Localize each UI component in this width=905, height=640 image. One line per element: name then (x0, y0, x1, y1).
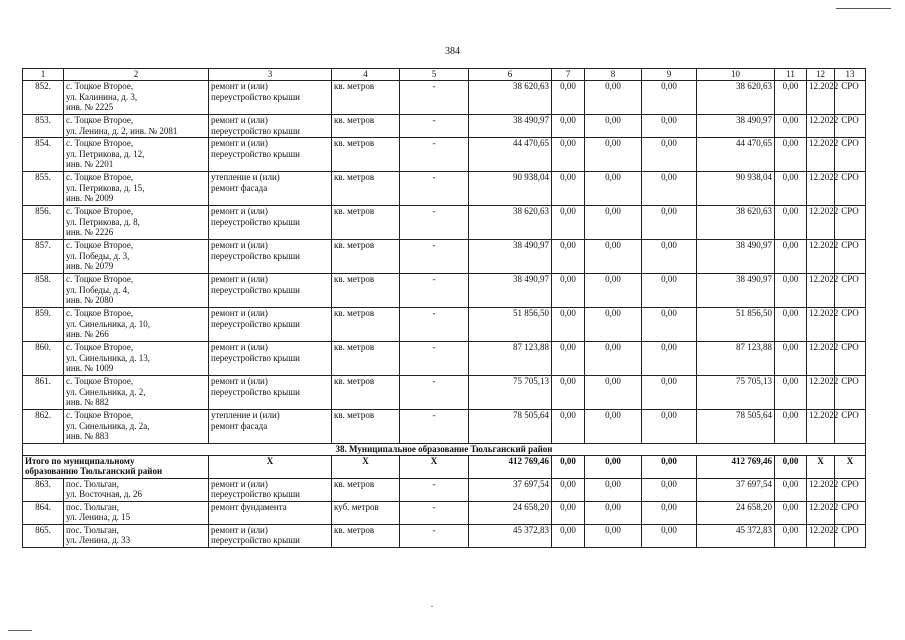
work-type-cell-line: переустройство крыши (211, 535, 300, 546)
total-c3: X (209, 455, 332, 478)
work-type-cell-line: переустройство крыши (211, 250, 300, 261)
col11-cell: 0,00 (775, 172, 807, 206)
method-cell: СРО (835, 81, 866, 115)
address-cell (64, 138, 209, 172)
method-cell: СРО (835, 410, 866, 444)
col8-cell: 0,00 (585, 308, 642, 342)
col9-cell: 0,00 (642, 410, 697, 444)
work-type-cell (209, 376, 332, 410)
cost-total-cell: 37 697,54 (469, 478, 552, 501)
table-row (23, 410, 866, 444)
row-number: 865. (23, 524, 64, 547)
table-row (23, 501, 866, 524)
work-type-cell-line: ремонт фундамента (211, 501, 287, 512)
work-type-cell-line: переустройство крыши (211, 91, 300, 102)
total-row (23, 455, 866, 478)
deadline-cell: 12.2022 (807, 308, 835, 342)
method-cell: СРО (835, 274, 866, 308)
total-c5: X (400, 455, 469, 478)
address-cell-line: ул. Победы, д. 4, (66, 284, 130, 295)
address-cell-line: с. Тоцкое Второе, (66, 206, 134, 216)
col7-cell: 0,00 (552, 81, 585, 115)
col7-cell: 0,00 (552, 138, 585, 172)
work-type-cell-line: утепление и (или) (211, 172, 280, 182)
address-cell-line: инв. № 2079 (66, 261, 114, 272)
method-cell: СРО (835, 240, 866, 274)
column-header-4: 4 (332, 69, 400, 81)
cost-fund-cell: 78 505,64 (697, 410, 775, 444)
row-number: 860. (23, 342, 64, 376)
total-label-line: образованию Тюльганский район (25, 466, 163, 477)
cost-total-cell: 45 372,83 (469, 524, 552, 547)
row-number: 862. (23, 410, 64, 444)
column-header-11: 11 (775, 69, 807, 81)
work-type-cell-line: ремонт и (или) (211, 81, 268, 91)
col8-cell: 0,00 (585, 342, 642, 376)
address-cell-line: ул. Петрикова, д. 15, (66, 182, 145, 193)
col9-cell: 0,00 (642, 501, 697, 524)
address-cell (64, 410, 209, 444)
column-header-3: 3 (209, 69, 332, 81)
address-cell-line: ул. Победы, д. 3, (66, 250, 130, 261)
work-type-cell-line: переустройство крыши (211, 284, 300, 295)
col11-cell: 0,00 (775, 274, 807, 308)
address-cell (64, 524, 209, 547)
deadline-cell: 12.2022 (807, 501, 835, 524)
col9-cell: 0,00 (642, 524, 697, 547)
work-type-cell-line: переустройство крыши (211, 352, 300, 363)
col5-cell: - (400, 274, 469, 308)
unit-cell: кв. метров (332, 376, 400, 410)
total-c11: 0,00 (775, 455, 807, 478)
table-row (23, 81, 866, 115)
cost-fund-cell: 87 123,88 (697, 342, 775, 376)
row-number: 856. (23, 206, 64, 240)
col9-cell: 0,00 (642, 240, 697, 274)
work-type-cell-line: переустройство крыши (211, 386, 300, 397)
cost-total-cell: 87 123,88 (469, 342, 552, 376)
address-cell-line: с. Тоцкое Второе, (66, 342, 134, 352)
work-type-cell (209, 138, 332, 172)
col5-cell: - (400, 478, 469, 501)
cost-total-cell: 38 490,97 (469, 240, 552, 274)
cost-total-cell: 90 938,04 (469, 172, 552, 206)
col8-cell: 0,00 (585, 240, 642, 274)
address-cell-line: ул. Синельника, д. 2, (66, 386, 146, 397)
table-row (23, 376, 866, 410)
work-type-cell-line: переустройство крыши (211, 216, 300, 227)
address-cell (64, 206, 209, 240)
total-c7: 0,00 (552, 455, 585, 478)
cost-total-cell: 44 470,65 (469, 138, 552, 172)
address-cell-line: ул. Ленина, д. 2, инв. № 2081 (66, 125, 178, 136)
cost-fund-cell: 38 620,63 (697, 81, 775, 115)
total-c12: X (807, 455, 835, 478)
deadline-cell: 12.2022 (807, 342, 835, 376)
cost-total-cell: 51 856,50 (469, 308, 552, 342)
col9-cell: 0,00 (642, 308, 697, 342)
work-type-cell (209, 172, 332, 206)
row-number: 854. (23, 138, 64, 172)
col11-cell: 0,00 (775, 81, 807, 115)
col5-cell: - (400, 410, 469, 444)
col7-cell: 0,00 (552, 274, 585, 308)
row-number: 857. (23, 240, 64, 274)
work-type-cell-line: переустройство крыши (211, 489, 300, 500)
address-cell-line: с. Тоцкое Второе, (66, 410, 134, 420)
col5-cell: - (400, 524, 469, 547)
method-cell: СРО (835, 501, 866, 524)
cost-fund-cell: 75 705,13 (697, 376, 775, 410)
work-type-cell (209, 410, 332, 444)
deadline-cell: 12.2022 (807, 115, 835, 138)
work-type-cell-line: ремонт и (или) (211, 240, 268, 250)
work-type-cell (209, 240, 332, 274)
cost-total-cell: 38 620,63 (469, 206, 552, 240)
address-cell-line: инв. № 882 (66, 397, 109, 408)
column-header-row (23, 69, 866, 81)
col11-cell: 0,00 (775, 410, 807, 444)
work-type-cell (209, 524, 332, 547)
col11-cell: 0,00 (775, 308, 807, 342)
cost-fund-cell: 37 697,54 (697, 478, 775, 501)
total-c10: 412 769,46 (697, 455, 775, 478)
address-cell-line: пос. Тюльган, (66, 524, 119, 535)
col8-cell: 0,00 (585, 501, 642, 524)
col9-cell: 0,00 (642, 478, 697, 501)
method-cell: СРО (835, 478, 866, 501)
cost-total-cell: 24 658,20 (469, 501, 552, 524)
address-cell-line: инв. № 2080 (66, 295, 114, 306)
address-cell (64, 274, 209, 308)
address-cell-line: инв. № 2009 (66, 193, 114, 204)
address-cell-line: ул. Ленина, д. 33 (66, 535, 131, 546)
unit-cell: куб. метров (332, 501, 400, 524)
header-rule (836, 8, 891, 9)
column-header-5: 5 (400, 69, 469, 81)
address-cell-line: инв. № 2225 (66, 102, 114, 113)
work-type-cell-line: переустройство крыши (211, 148, 300, 159)
deadline-cell: 12.2022 (807, 138, 835, 172)
address-cell (64, 342, 209, 376)
row-number: 864. (23, 501, 64, 524)
col11-cell: 0,00 (775, 240, 807, 274)
row-number: 858. (23, 274, 64, 308)
cost-fund-cell: 38 490,97 (697, 240, 775, 274)
col9-cell: 0,00 (642, 172, 697, 206)
address-cell-line: инв. № 1009 (66, 363, 114, 374)
col7-cell: 0,00 (552, 308, 585, 342)
col7-cell: 0,00 (552, 410, 585, 444)
cost-total-cell: 38 620,63 (469, 81, 552, 115)
column-header-9: 9 (642, 69, 697, 81)
address-cell-line: пос. Тюльган, (66, 478, 119, 489)
deadline-cell: 12.2022 (807, 524, 835, 547)
column-header-1: 1 (23, 69, 64, 81)
work-type-cell-line: переустройство крыши (211, 125, 300, 136)
col8-cell: 0,00 (585, 478, 642, 501)
work-type-cell-line: ремонт и (или) (211, 376, 268, 386)
cost-fund-cell: 38 490,97 (697, 115, 775, 138)
col8-cell: 0,00 (585, 524, 642, 547)
row-number: 855. (23, 172, 64, 206)
col8-cell: 0,00 (585, 81, 642, 115)
address-cell-line: ул. Восточная, д. 26 (66, 489, 142, 500)
work-type-cell-line: переустройство крыши (211, 318, 300, 329)
col8-cell: 0,00 (585, 138, 642, 172)
unit-cell: кв. метров (332, 274, 400, 308)
col7-cell: 0,00 (552, 376, 585, 410)
col11-cell: 0,00 (775, 376, 807, 410)
address-cell (64, 308, 209, 342)
address-cell-line: ул. Калинина, д. 3, (66, 91, 138, 102)
address-cell-line: с. Тоцкое Второе, (66, 274, 134, 284)
col9-cell: 0,00 (642, 138, 697, 172)
col7-cell: 0,00 (552, 240, 585, 274)
column-header-2: 2 (64, 69, 209, 81)
col8-cell: 0,00 (585, 410, 642, 444)
table-row (23, 115, 866, 138)
unit-cell: кв. метров (332, 342, 400, 376)
address-cell-line: инв. № 266 (66, 329, 109, 340)
address-cell-line: с. Тоцкое Второе, (66, 138, 134, 148)
address-cell-line: с. Тоцкое Второе, (66, 376, 134, 386)
method-cell: СРО (835, 206, 866, 240)
address-cell-line: с. Тоцкое Второе, (66, 308, 134, 318)
col7-cell: 0,00 (552, 524, 585, 547)
deadline-cell: 12.2022 (807, 81, 835, 115)
work-type-cell (209, 206, 332, 240)
table-row (23, 274, 866, 308)
row-number: 852. (23, 81, 64, 115)
cost-fund-cell: 38 620,63 (697, 206, 775, 240)
total-c6: 412 769,46 (469, 455, 552, 478)
col7-cell: 0,00 (552, 501, 585, 524)
col8-cell: 0,00 (585, 376, 642, 410)
table-row (23, 478, 866, 501)
method-cell: СРО (835, 172, 866, 206)
address-cell-line: инв. № 2201 (66, 159, 114, 170)
col5-cell: - (400, 501, 469, 524)
table-row (23, 172, 866, 206)
col7-cell: 0,00 (552, 342, 585, 376)
unit-cell: кв. метров (332, 478, 400, 501)
col7-cell: 0,00 (552, 206, 585, 240)
unit-cell: кв. метров (332, 524, 400, 547)
address-cell-line: ул. Ленина, д. 15 (66, 512, 131, 523)
address-cell (64, 376, 209, 410)
work-type-cell (209, 478, 332, 501)
work-type-cell (209, 115, 332, 138)
unit-cell: кв. метров (332, 138, 400, 172)
col8-cell: 0,00 (585, 206, 642, 240)
work-type-cell (209, 501, 332, 524)
unit-cell: кв. метров (332, 410, 400, 444)
work-type-cell-line: ремонт и (или) (211, 274, 268, 284)
method-cell: СРО (835, 342, 866, 376)
deadline-cell: 12.2022 (807, 376, 835, 410)
section-title: 38. Муниципальное образование Тюльганский район (23, 444, 866, 456)
col5-cell: - (400, 308, 469, 342)
cost-total-cell: 78 505,64 (469, 410, 552, 444)
work-type-cell (209, 342, 332, 376)
cost-total-cell: 38 490,97 (469, 115, 552, 138)
table-row (23, 342, 866, 376)
work-type-cell (209, 274, 332, 308)
col5-cell: - (400, 81, 469, 115)
col8-cell: 0,00 (585, 172, 642, 206)
address-cell-line: с. Тоцкое Второе, (66, 240, 134, 250)
cost-fund-cell: 51 856,50 (697, 308, 775, 342)
total-c9: 0,00 (642, 455, 697, 478)
address-cell (64, 501, 209, 524)
col5-cell: - (400, 342, 469, 376)
work-type-cell-line: ремонт и (или) (211, 115, 268, 125)
col11-cell: 0,00 (775, 342, 807, 376)
col9-cell: 0,00 (642, 376, 697, 410)
col9-cell: 0,00 (642, 342, 697, 376)
work-type-cell-line: ремонт и (или) (211, 138, 268, 148)
column-header-8: 8 (585, 69, 642, 81)
method-cell: СРО (835, 115, 866, 138)
col9-cell: 0,00 (642, 115, 697, 138)
work-type-cell-line: ремонт фасада (211, 182, 268, 193)
work-type-cell (209, 81, 332, 115)
table-row (23, 240, 866, 274)
table-row (23, 524, 866, 547)
address-cell-line: ул. Синельника, д. 13, (66, 352, 151, 363)
row-number: 861. (23, 376, 64, 410)
total-label-line: Итого по муниципальному (25, 455, 135, 466)
unit-cell: кв. метров (332, 172, 400, 206)
column-header-10: 10 (697, 69, 775, 81)
col7-cell: 0,00 (552, 172, 585, 206)
method-cell: СРО (835, 138, 866, 172)
deadline-cell: 12.2022 (807, 206, 835, 240)
col7-cell: 0,00 (552, 478, 585, 501)
cost-fund-cell: 45 372,83 (697, 524, 775, 547)
footer-rule (8, 630, 32, 631)
column-header-12: 12 (807, 69, 835, 81)
address-cell-line: пос. Тюльган, (66, 501, 119, 512)
column-header-7: 7 (552, 69, 585, 81)
deadline-cell: 12.2022 (807, 478, 835, 501)
unit-cell: кв. метров (332, 240, 400, 274)
cost-fund-cell: 24 658,20 (697, 501, 775, 524)
cost-total-cell: 38 490,97 (469, 274, 552, 308)
total-c8: 0,00 (585, 455, 642, 478)
col9-cell: 0,00 (642, 206, 697, 240)
table-row (23, 308, 866, 342)
cost-fund-cell: 90 938,04 (697, 172, 775, 206)
table-row (23, 138, 866, 172)
table-row (23, 206, 866, 240)
method-cell: СРО (835, 308, 866, 342)
col5-cell: - (400, 206, 469, 240)
col5-cell: - (400, 376, 469, 410)
address-cell (64, 478, 209, 501)
unit-cell: кв. метров (332, 115, 400, 138)
address-cell (64, 81, 209, 115)
col9-cell: 0,00 (642, 81, 697, 115)
work-type-cell-line: ремонт и (или) (211, 342, 268, 352)
work-type-cell-line: ремонт и (или) (211, 478, 268, 489)
col11-cell: 0,00 (775, 478, 807, 501)
address-cell-line: ул. Синельника, д. 10, (66, 318, 151, 329)
work-type-cell-line: ремонт и (или) (211, 206, 268, 216)
unit-cell: кв. метров (332, 206, 400, 240)
unit-cell: кв. метров (332, 81, 400, 115)
col11-cell: 0,00 (775, 501, 807, 524)
page-number: 384 (445, 46, 460, 57)
address-cell (64, 172, 209, 206)
row-number: 853. (23, 115, 64, 138)
address-cell-line: с. Тоцкое Второе, (66, 172, 134, 182)
col5-cell: - (400, 115, 469, 138)
address-cell (64, 115, 209, 138)
row-number: 863. (23, 478, 64, 501)
col5-cell: - (400, 240, 469, 274)
total-label (23, 455, 209, 478)
work-type-cell-line: ремонт и (или) (211, 308, 268, 318)
work-type-cell-line: ремонт и (или) (211, 524, 268, 535)
address-cell-line: инв. № 883 (66, 431, 109, 442)
method-cell: СРО (835, 376, 866, 410)
col7-cell: 0,00 (552, 115, 585, 138)
cost-fund-cell: 38 490,97 (697, 274, 775, 308)
deadline-cell: 12.2022 (807, 172, 835, 206)
scan-dot (431, 606, 433, 607)
col11-cell: 0,00 (775, 524, 807, 547)
unit-cell: кв. метров (332, 308, 400, 342)
section-title-row (23, 444, 866, 456)
col8-cell: 0,00 (585, 274, 642, 308)
total-c4: X (332, 455, 400, 478)
address-cell-line: ул. Синельника, д. 2а, (66, 420, 150, 431)
col9-cell: 0,00 (642, 274, 697, 308)
col5-cell: - (400, 172, 469, 206)
address-cell-line: с. Тоцкое Второе, (66, 81, 134, 91)
work-type-cell-line: утепление и (или) (211, 410, 280, 420)
deadline-cell: 12.2022 (807, 410, 835, 444)
col11-cell: 0,00 (775, 138, 807, 172)
deadline-cell: 12.2022 (807, 274, 835, 308)
row-number: 859. (23, 308, 64, 342)
col8-cell: 0,00 (585, 115, 642, 138)
address-cell (64, 240, 209, 274)
col5-cell: - (400, 138, 469, 172)
cost-fund-cell: 44 470,65 (697, 138, 775, 172)
total-c13: X (835, 455, 866, 478)
address-cell-line: ул. Петрикова, д. 12, (66, 148, 145, 159)
cost-total-cell: 75 705,13 (469, 376, 552, 410)
column-header-13: 13 (835, 69, 866, 81)
work-type-cell-line: ремонт фасада (211, 420, 268, 431)
col11-cell: 0,00 (775, 206, 807, 240)
work-type-cell (209, 308, 332, 342)
method-cell: СРО (835, 524, 866, 547)
address-cell-line: ул. Петрикова, д. 8, (66, 216, 140, 227)
column-header-6: 6 (469, 69, 552, 81)
deadline-cell: 12.2022 (807, 240, 835, 274)
address-cell-line: с. Тоцкое Второе, (66, 115, 134, 125)
address-cell-line: инв. № 2226 (66, 227, 114, 238)
col11-cell: 0,00 (775, 115, 807, 138)
register-table (22, 68, 866, 548)
